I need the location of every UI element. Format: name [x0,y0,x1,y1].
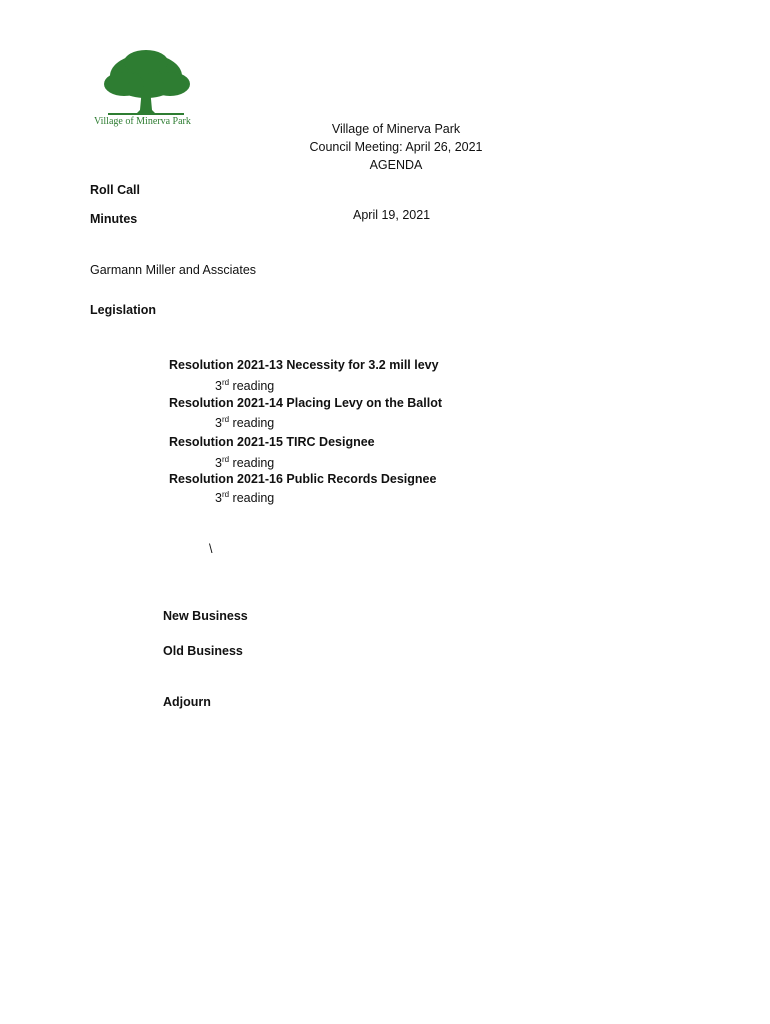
resolution-reading: 3rd reading [215,378,275,394]
garmann-item: Garmann Miller and Assciates [90,263,257,277]
resolution-title: Resolution 2021-16 Public Records Designee [169,472,437,486]
new-business-heading: New Business [163,609,248,623]
minutes-heading: Minutes [90,212,138,226]
minutes-date: April 19, 2021 [353,208,431,222]
header-agenda: AGENDA [369,158,423,172]
old-business-heading: Old Business [163,644,243,658]
logo-text: Village of Minerva Park [94,116,191,127]
stray-backslash: \ [209,542,213,556]
legislation-heading: Legislation [90,303,156,317]
header-meeting-date: Council Meeting: April 26, 2021 [309,140,483,154]
resolution-title: Resolution 2021-14 Placing Levy on the Ballot [169,396,442,410]
resolution-reading: 3rd reading [215,490,275,506]
resolution-reading: 3rd reading [215,415,275,431]
resolution-title: Resolution 2021-13 Necessity for 3.2 mill levy [169,358,439,372]
resolution-reading: 3rd reading [215,455,275,471]
resolution-title: Resolution 2021-15 TIRC Designee [169,435,375,449]
adjourn-heading: Adjourn [163,695,211,709]
roll-call-heading: Roll Call [90,183,141,197]
header-village-name: Village of Minerva Park [331,122,461,136]
